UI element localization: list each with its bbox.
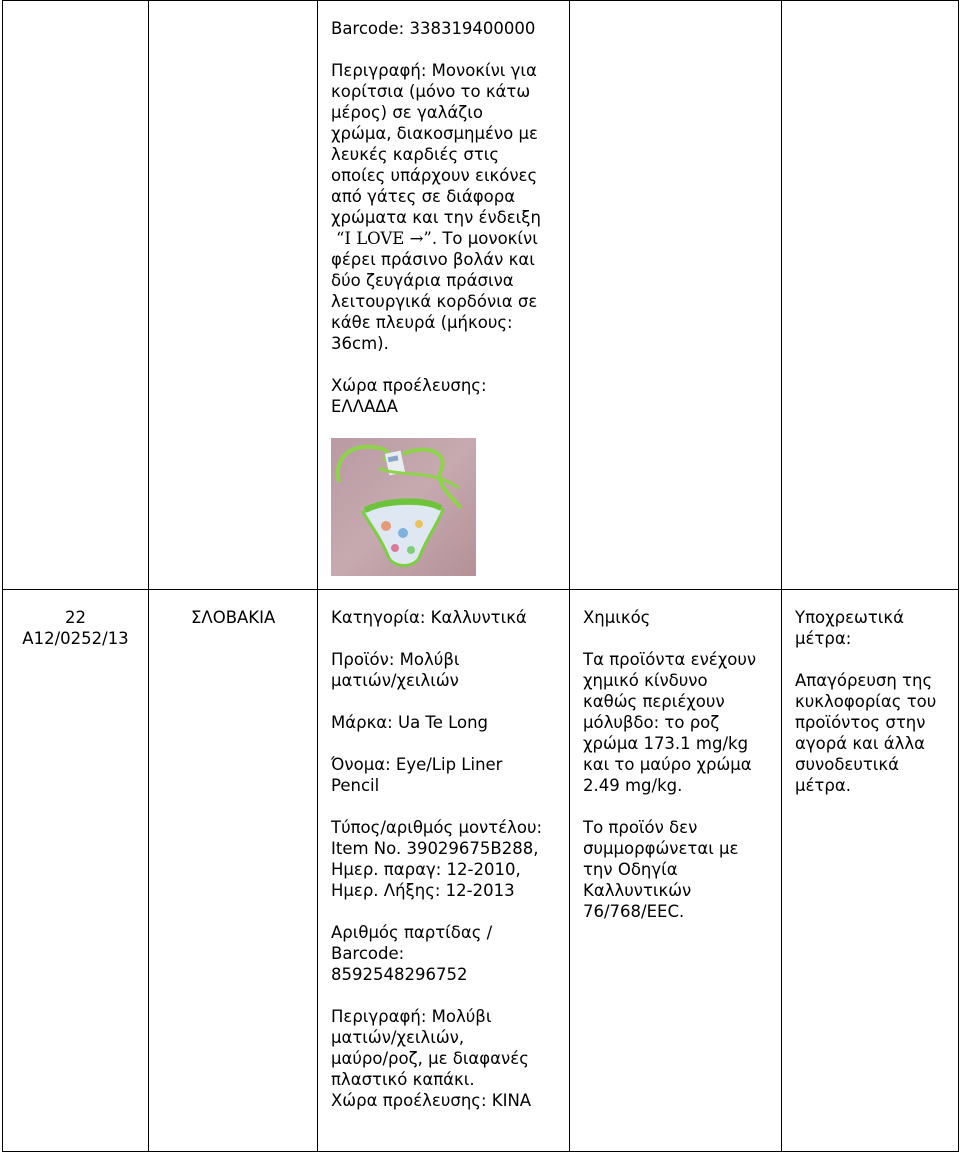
risk-type: Χημικός [583,608,651,627]
measures-line: κυκλοφορίας του [795,692,937,711]
risk-line: Τα προϊόντα ενέχουν [583,650,757,669]
table-row [3,590,959,1152]
model-line: Ημερ. Λήξης: 12-2013 [331,881,515,900]
compliance-line: την Οδηγία [583,860,678,879]
description-line: 36cm). [331,334,389,353]
description-line: κάθε πλευρά (μήκους: [331,313,513,332]
description-line: κορίτσια (μόνο το κάτω [331,82,531,101]
description-line: μέρος) σε γαλάζιο [331,103,483,122]
origin-label: Χώρα προέλευσης: [331,376,487,395]
product-line: ματιών/χειλιών [331,671,459,690]
measures-line: μέτρα. [795,776,851,795]
cell-product-description [318,590,570,1152]
risk-line: μόλυβδο: το ροζ [583,713,720,732]
alerts-table [2,0,959,1152]
measures-line: Απαγόρευση της [795,671,933,690]
measures-line: προϊόντος στην [795,713,926,732]
measures-title: μέτρα: [795,629,852,648]
cell-risk-empty [570,1,782,590]
risk-line: χημικό κίνδυνο [583,671,708,690]
cell-risk [570,590,782,1152]
risk-line: και το μαύρο χρώμα [583,755,752,774]
batch-line: 8592548296752 [331,965,468,984]
compliance-line: 76/768/ΕΕC. [583,902,685,921]
measures-line: αγορά και άλλα [795,734,926,753]
alert-reference: A12/0252/13 [22,629,129,648]
description-tail: Το μονοκίνι [437,229,538,248]
description-line: φέρει πράσινο βολάν και [331,250,535,269]
table-row [3,1,959,590]
description-line: χρώματα και την ένδειξη [331,208,541,227]
model-line: Τύπος/αριθμός μοντέλου: [331,818,543,837]
model-line: Ημερ. παραγ: 12-2010, [331,860,521,879]
description-line: λειτουργικά κορδόνια σε [331,292,538,311]
risk-line: καθώς περιέχουν [583,692,725,711]
cell-measures [782,590,959,1152]
description-line: χρώμα, διακοσμημένο με [331,124,538,143]
notifying-country: ΣΛΟΒΑΚΙΑ [191,608,276,627]
compliance-line: Καλλυντικών [583,881,692,900]
barcode-text: Barcode: 338319400000 [331,19,536,38]
name-line: Pencil [331,776,380,795]
batch-line: Barcode: [331,944,405,963]
measures-line: συνοδευτικά [795,755,899,774]
cell-measures-empty [782,1,959,590]
description-line: λευκές καρδιές στις [331,145,500,164]
description-line: ματιών/χειλιών, [331,1028,465,1047]
batch-line: Αριθμός παρτίδας / [331,923,493,942]
i-love-label: “I LOVE →”. [336,229,438,248]
description-line: Περιγραφή: Μολύβι [331,1007,492,1026]
cell-country-empty [149,1,318,590]
product-line: Προϊόν: Μολύβι [331,650,460,669]
brand-text: Μάρκα: Ua Te Long [331,713,489,732]
measures-title: Υποχρεωτικά [795,608,904,627]
category-text: Κατηγορία: Καλλυντικά [331,608,527,627]
origin-text: Χώρα προέλευσης: ΚΙΝΑ [331,1091,532,1110]
risk-line: 2.49 mg/kg. [583,776,683,795]
origin-value: ΕΛΛΑΔΑ [331,397,398,416]
description-line: μαύρο/ροζ, με διαφανές [331,1049,529,1068]
risk-line: χρώμα 173.1 mg/kg [583,734,749,753]
cell-product-description [318,1,570,590]
cell-number-empty [3,1,149,590]
model-line: Item No. 39029675B288, [331,839,539,858]
bikini-product-photo [331,438,476,576]
compliance-line: Το προϊόν δεν [583,818,698,837]
description-line: πλαστικό καπάκι. [331,1070,475,1089]
name-line: Όνομα: Eye/Lip Liner [331,755,503,774]
cell-alert-number [3,590,149,1152]
description-line: Περιγραφή: Μονοκίνι για [331,61,537,80]
compliance-line: συμμορφώνεται με [583,839,739,858]
description-line: δύο ζευγάρια πράσινα [331,271,514,290]
alert-number: 22 [65,608,86,627]
cell-country [149,590,318,1152]
description-line [331,228,559,249]
description-line: οποίες υπάρχουν εικόνες [331,166,538,185]
description-line: από γάτες σε διάφορα [331,187,516,206]
